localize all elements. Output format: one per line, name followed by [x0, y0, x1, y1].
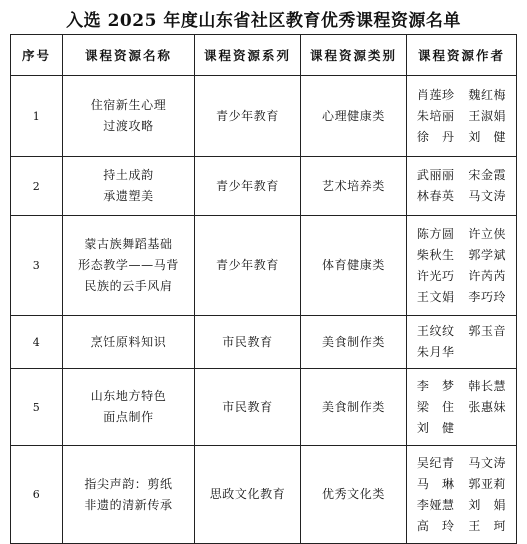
course-category: 艺术培养类	[301, 157, 407, 216]
course-series: 青少年教育	[195, 76, 301, 157]
course-name-line: 形态教学——马背	[78, 258, 179, 272]
header-authors: 课程资源作者	[407, 35, 517, 76]
author-name: 马文涛	[468, 189, 507, 203]
row-number: 3	[11, 216, 63, 316]
course-name-line: 山东地方特色	[90, 389, 167, 403]
author-name: 林春英	[416, 189, 455, 203]
author-name: 肖莲珍	[416, 87, 455, 102]
author-name: 韩长慧	[468, 378, 507, 393]
course-name-line: 承遗塑美	[103, 189, 154, 203]
table-header-row	[11, 35, 517, 76]
course-name-line: 非遗的清新传承	[84, 497, 173, 512]
row-number: 1	[11, 76, 63, 157]
course-name	[63, 316, 195, 369]
course-name	[63, 76, 195, 157]
author-name: 陈方圆	[416, 226, 455, 241]
table-row	[11, 369, 517, 446]
course-authors	[407, 157, 517, 216]
author-name: 李 梦	[416, 378, 455, 393]
course-name-line: 指尖声韵：剪纸	[84, 476, 173, 491]
course-name-line: 民族的云手风肩	[84, 279, 173, 293]
course-name	[63, 369, 195, 446]
row-number: 6	[11, 446, 63, 544]
course-series: 市民教育	[195, 316, 301, 369]
course-resource-table	[10, 34, 517, 544]
table-row	[11, 316, 517, 369]
author-name: 魏红梅	[468, 87, 507, 102]
table-row	[11, 157, 517, 216]
author-name: 郭玉音	[468, 324, 507, 338]
table-row	[11, 446, 517, 544]
course-name	[63, 216, 195, 316]
author-name: 马文涛	[468, 455, 507, 470]
header-no: 序号	[11, 35, 63, 76]
author-name: 刘 健	[416, 420, 455, 435]
author-name: 许立侠	[468, 226, 507, 241]
author-name: 许芮芮	[468, 268, 507, 283]
author-name: 郭亚莉	[468, 476, 507, 491]
course-name-line: 蒙古族舞蹈基础	[84, 237, 173, 251]
course-authors	[407, 216, 517, 316]
author-name: 李巧玲	[468, 289, 507, 304]
course-name-line: 面点制作	[103, 410, 154, 424]
course-category: 美食制作类	[301, 316, 407, 369]
author-name: 王文娟	[416, 289, 455, 304]
author-name: 朱培丽	[416, 108, 455, 123]
author-name: 刘 娟	[468, 497, 507, 512]
course-series: 青少年教育	[195, 216, 301, 316]
course-name-line: 持土成韵	[103, 168, 154, 182]
course-authors	[407, 316, 517, 369]
course-series: 青少年教育	[195, 157, 301, 216]
course-name	[63, 157, 195, 216]
table-row	[11, 76, 517, 157]
author-name: 吴纪青	[416, 455, 455, 470]
course-category: 体育健康类	[301, 216, 407, 316]
row-number: 4	[11, 316, 63, 369]
course-name	[63, 446, 195, 544]
header-series: 课程资源系列	[195, 35, 301, 76]
course-series: 市民教育	[195, 369, 301, 446]
author-name: 徐 丹	[416, 129, 455, 144]
course-category: 心理健康类	[301, 76, 407, 157]
author-name: 马 琳	[416, 476, 455, 491]
course-category: 美食制作类	[301, 369, 407, 446]
document-title: 入选 2025 年度山东省社区教育优秀课程资源名单	[66, 11, 461, 31]
author-name	[465, 418, 511, 439]
author-name: 柴秋生	[416, 247, 455, 262]
author-name: 王 珂	[468, 518, 507, 533]
author-name: 刘 健	[468, 129, 507, 144]
author-name: 王淑娟	[468, 108, 507, 123]
row-number: 5	[11, 369, 63, 446]
author-name: 宋金霞	[468, 168, 507, 182]
row-number: 2	[11, 157, 63, 216]
author-name: 王纹纹	[416, 324, 455, 338]
author-name	[465, 342, 511, 363]
course-authors	[407, 76, 517, 157]
course-category: 优秀文化类	[301, 446, 407, 544]
course-name-line: 住宿新生心理	[90, 98, 167, 112]
author-name: 朱月华	[416, 345, 455, 359]
course-authors	[407, 446, 517, 544]
header-name: 课程资源名称	[63, 35, 195, 76]
author-name: 高 玲	[416, 518, 455, 533]
table-row	[11, 216, 517, 316]
course-name-line: 过渡攻略	[103, 119, 154, 133]
author-name: 郭学斌	[468, 247, 507, 262]
course-authors	[407, 369, 517, 446]
author-name: 许光巧	[416, 268, 455, 283]
course-series: 思政文化教育	[195, 446, 301, 544]
author-name: 梁 住	[416, 399, 455, 414]
author-name: 张惠妹	[468, 399, 507, 414]
author-name: 李娅慧	[416, 497, 455, 512]
author-name: 武丽丽	[416, 168, 455, 182]
course-name-line: 烹饪原料知识	[90, 334, 167, 349]
header-category: 课程资源类别	[301, 35, 407, 76]
